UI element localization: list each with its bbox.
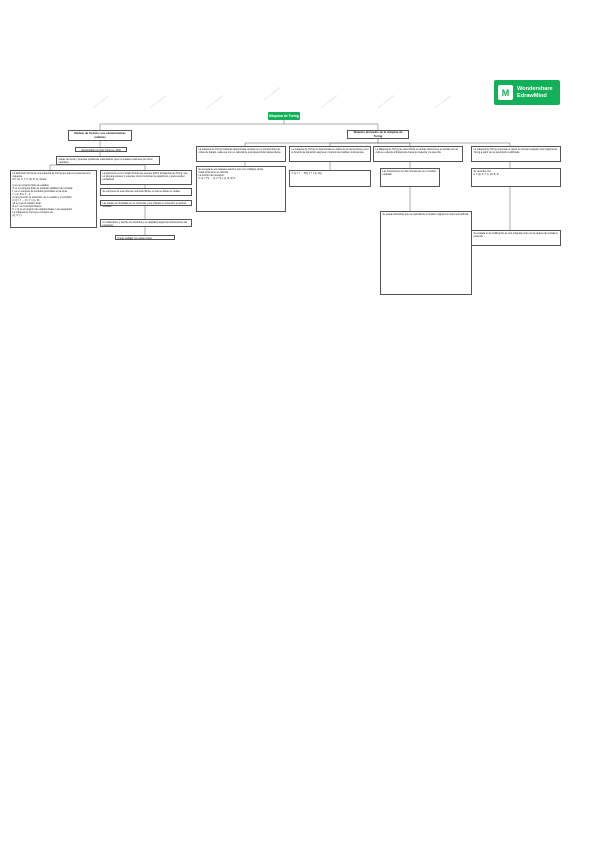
node-left-definicion[interactable]: La definición formal de una máquina de Turing que aquí se presenta es la siguiente: M = (Q, Σ, Γ, δ, q0, B, F), donde: Q es un conjunto finito de estados. Σ es un conjunto finito de símbolos (alfabeto de entrada). Γ es un conjunto de símbolos permitidos en la cinta. Γ ⊇ Σ, B ∈ Γ − Σ δ es la función de transición: de un estado y un símbolo, δ: Q × Γ → Q × Γ × {L, R} q0 ∈ Q es el estado inicial. B ∈ Γ es el símbolo blanco. F ⊆ Q es el conjunto de estados finales o de aceptación. La máquina de Turing se compone de: (Q, Σ, Γ): [10, 170, 97, 228]
edrawmind-logo: [494, 80, 560, 105]
logo-line1: Wondershare: [517, 86, 553, 93]
watermark: Hecho con EdrawMind: [92, 95, 110, 110]
node-right-title[interactable]: Modelos derivados de la máquina de Turing: [347, 130, 409, 139]
node-right-col3[interactable]: La Máquina de Turing de cinta infinita en ambas direcciones es similar pero la cinta se extiende infinitamente hacia la izquierda y la derecha.: [373, 146, 463, 162]
watermark: Hecho con EdrawMind: [263, 87, 281, 102]
logo-line2: EdrawMind: [517, 92, 547, 99]
node-left-title[interactable]: Modelo de formal y sus características relativas: [68, 130, 132, 141]
node-left-n1[interactable]: Se compone de una cinta de memoria infinita, el cual se divide en celdas.: [100, 188, 192, 196]
watermark: Hecho con EdrawMind: [320, 95, 338, 110]
node-right-col4b[interactable]: Se describe con: U = (Q, Σ, Γ, δ, q0, B, F): [471, 168, 561, 187]
node-right-col2b[interactable]: δ: Q × Γ → P(Q × Γ × {L, R}): [289, 170, 371, 187]
watermark: Hecho con EdrawMind: [206, 95, 224, 110]
node-left-desc1[interactable]: Desarrollado por Alan Turing en 1936: [75, 147, 127, 152]
node-right-col3b[interactable]: Las transiciones son las mismas que en el modelo estándar.: [380, 168, 440, 187]
node-right-col4c[interactable]: Su entrada es la codificación de otra máquina junto con la cadena de entrada a procesar.: [471, 230, 561, 246]
watermark: Hecho con EdrawMind: [149, 95, 167, 110]
node-left-n3[interactable]: Un cabezal lee y escribe los símbolos y se desplaza según las instrucciones del programa.: [100, 219, 192, 227]
node-right-col4[interactable]: La máquina de Turing universal es capaz de simular cualquier otra máquina de Turing a partir de su descripción codificada.: [471, 146, 561, 162]
root-node[interactable]: Máquina de Turing: [269, 114, 299, 118]
node-right-col1b[interactable]: Es semejante a la máquina anterior pero con múltiples cintas. Cada cinta tiene su cabezal. La función de transición: δ: Q × Γ^k → Q × Γ^k × {L, R, S}^k: [196, 166, 286, 212]
node-right-col1[interactable]: La máquina de Turing multicinta determinista consiste en un número finito de cintas de trabajo, cada una con un cabezal de lectura/escritura independiente.: [196, 146, 286, 162]
watermark: Hecho con EdrawMind: [434, 95, 452, 110]
node-left-n2[interactable]: Las celdas son limitadas en su contenido, pero infinitas en extensión en ambos sentidos.: [100, 200, 192, 206]
node-left-estructura[interactable]: La estructura es un modelo formal que permite definir la Máquina de Turing, que es útil para conocer y entender cómo funcionan los algoritmos y para resolver problemas.: [100, 170, 192, 185]
watermark: Hecho con EdrawMind: [377, 95, 395, 110]
edrawmind-logo-icon: M: [498, 85, 513, 100]
node-left-desc2[interactable]: Capaz de tomar y procesar problemas matemáticos (que no puedan resolverse por otros métodos): [56, 156, 160, 165]
node-right-col2[interactable]: La máquina de Turing no determinista se define de la misma forma, pero la función de transición asigna un conjunto de posibles movimientos.: [289, 146, 371, 162]
node-left-n4[interactable]: Puede trabajar con varias cintas.: [115, 235, 175, 240]
node-right-col3c[interactable]: Se puede demostrar que es equivalente al modelo original con cinta semi-infinita.: [380, 211, 472, 295]
